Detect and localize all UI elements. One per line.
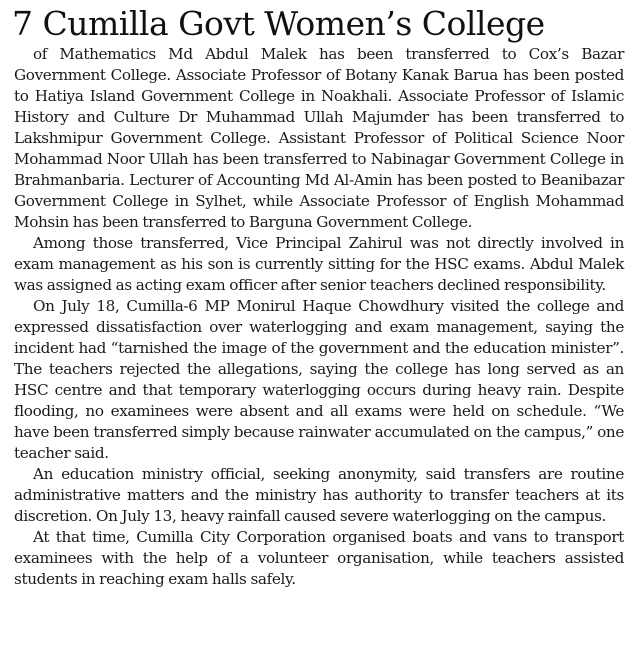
article-body: [14, 44, 624, 590]
article-headline: 7 Cumilla Govt Women’s College: [12, 4, 545, 43]
article-paragraph-3: On July 18, Cumilla-6 MP Monirul Haque Chowdhury visited the college and expressed dissatisfaction over waterlogging and exam management, saying the incident had “tarnished the image of the government and the education minister”. The teachers rejected the allegations, saying the college has long served as an HSC centre and that temporary waterlogging occurs during heavy rain. Despite flooding, no examinees were absent and all exams were held on schedule. “We have been transferred simply because rainwater accumulated on the campus,” one teacher said.: [14, 297, 624, 462]
article-paragraph-2: Among those transferred, Vice Principal Zahirul was not directly involved in exam management as his son is currently sitting for the HSC exams. Abdul Malek was assigned as acting exam officer after senior teachers declined responsibility.: [14, 234, 624, 294]
article-paragraph-5: At that time, Cumilla City Corporation organised boats and vans to transport examinees with the help of a volunteer organisation, while teachers assisted students in reaching exam halls safely.: [14, 528, 624, 588]
article-paragraph-1: of Mathematics Md Abdul Malek has been transferred to Cox’s Bazar Government College. Associate Professor of Botany Kanak Barua has been posted to Hatiya Island Government College in Noakhali. Associate Professor of Islamic History and Culture Dr Muhammad Ullah Majumder has been transferred to Lakshmipur Government College. Assistant Professor of Political Science Noor Mohammad Noor Ullah has been transferred to Nabinagar Government College in Brahmanbaria. Lecturer of Accounting Md Al-Amin has been posted to Beanibazar Government College in Sylhet, while Associate Professor of English Mohammad Mohsin has been transferred to Barguna Government College.: [14, 45, 624, 231]
news-article: [14, 4, 624, 590]
article-paragraph-4: An education ministry official, seeking anonymity, said transfers are routine administrative matters and the ministry has authority to transfer teachers at its discretion. On July 13, heavy rainfall caused severe waterlogging on the campus.: [14, 465, 624, 525]
